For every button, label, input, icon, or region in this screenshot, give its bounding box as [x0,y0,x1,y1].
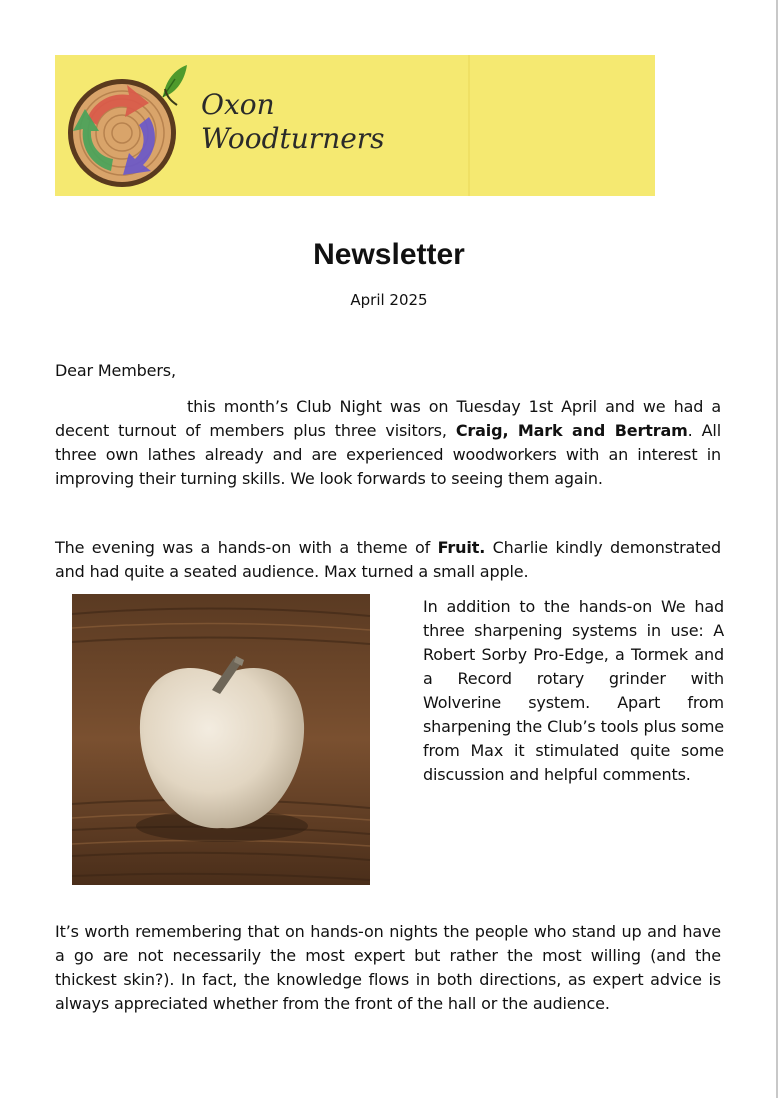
paragraph-2-text-a: The evening was a hands-on with a theme of [55,538,438,557]
logo-line-2: Woodturners [201,122,385,155]
paragraph-1-text-b: . All three own lathes already and are experienced woodworkers with an interest in improving their turning skills. We look forwards to seeing them again. [55,421,722,488]
paragraph-sharpening: In addition to the hands-on We had three sharpening systems in use: A Robert Sorby Pro-Edge, a Tormek and a Record rotary grinder with Wolverine system. Apart from sharpening the Club’s tools plus some from Max it stimulated quite some discussion and helpful comments. [423,597,724,784]
paragraph-1-text-a: this month’s Club Night was on Tuesday 1st April and we had a decent turnout of members plus three visitors, [55,397,721,440]
visitor-names: Craig, Mark and Bertram [455,421,688,440]
header-banner [55,55,655,196]
banner-divider [468,55,470,196]
theme-name: Fruit. [437,538,486,557]
paragraph-hands-on-reminder: It’s worth remembering that on hands-on nights the people who stand up and have a go are not necessarily the most expert but rather the most willing (and the thickest skin?). In fact, the knowledge flows in both directions, as expert advice is always appreciated whether from the front of the hall or the audience. [55,922,721,1013]
newsletter-title: Newsletter [313,238,465,271]
club-logo-icon [67,61,189,191]
greeting: Dear Members, [55,361,176,380]
turned-apple-photo [72,594,370,885]
paragraph-2-text-b: Charlie kindly demonstrated and had quite a seated audience. Max turned a small apple. [55,538,721,581]
newsletter-date: April 2025 [350,291,428,309]
paragraph-club-night [55,395,721,491]
club-name-wordmark [201,88,385,156]
logo-line-1: Oxon [201,88,275,121]
paragraph-evening-theme [55,536,721,584]
